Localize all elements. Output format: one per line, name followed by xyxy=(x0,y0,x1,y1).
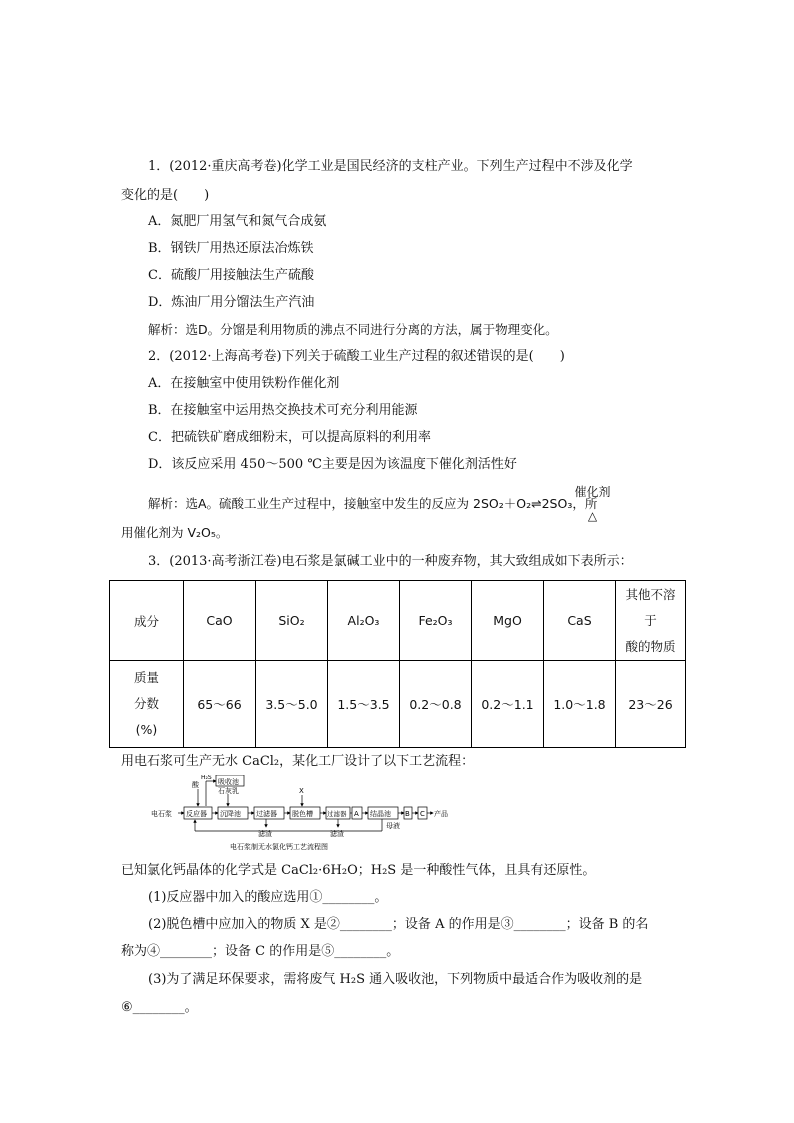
flow-lime: 石灰乳 xyxy=(218,787,239,795)
q1-stem-line1: 1．(2012·重庆高考卷)化学工业是国民经济的支柱产业。下列生产过程中不涉及化学 xyxy=(148,159,633,174)
flow-box-label: C xyxy=(420,810,425,818)
composition-table xyxy=(109,580,686,748)
flow-box-label: 过滤器 xyxy=(256,810,277,818)
flow-box-label: 脱色槽 xyxy=(292,810,313,818)
table-cell: 23～26 xyxy=(616,661,686,748)
table-header-cell: Fe₂O₃ xyxy=(400,581,472,661)
table-row-label: 质量 分数 (%) xyxy=(110,661,184,748)
q2-option-d: D．该反应采用 450～500 ℃主要是因为该温度下催化剂活性好 xyxy=(148,457,517,472)
flow-caption: 电石浆制无水氯化钙工艺流程图 xyxy=(230,843,328,851)
table-header-cell: CaO xyxy=(184,581,256,661)
q3-known-info: 已知氯化钙晶体的化学式是 CaCl₂·6H₂O；H₂S 是一种酸性气体，且具有还原性。 xyxy=(121,863,596,878)
catalyst-label: 催化剂 xyxy=(574,485,611,499)
table-cell: 1.0～1.8 xyxy=(544,661,616,748)
q3-sub2-line2: 称为④________；设备 C 的作用是⑤________。 xyxy=(121,944,400,959)
flow-box-label: 反应器 xyxy=(186,810,207,818)
flow-residue: 滤渣 xyxy=(258,830,272,838)
q1-stem-line2: 变化的是( ) xyxy=(121,188,210,203)
q1-analysis: 解析：选D。分馏是利用物质的沸点不同进行分离的方法，属于物理变化。 xyxy=(148,322,558,337)
flow-box-label: 沉降池 xyxy=(220,810,241,818)
q3-sub2-line1: (2)脱色槽中应加入的物质 X 是②________；设备 A 的作用是③________；设备 B 的名 xyxy=(148,917,649,932)
q3-flow-intro: 用电石浆可生产无水 CaCl₂，某化工厂设计了以下工艺流程： xyxy=(121,754,475,769)
process-flow-diagram xyxy=(150,775,460,853)
table-cell: 65～66 xyxy=(184,661,256,748)
table-header-cell: CaS xyxy=(544,581,616,661)
flow-h2s: H₂S xyxy=(201,775,212,781)
flow-residue: 滤渣 xyxy=(330,830,344,838)
table-header-cell: SiO₂ xyxy=(256,581,328,661)
table-header-cell-other: 其他不溶 于 酸的物质 xyxy=(616,581,686,661)
q3-sub3-line1: (3)为了满足环保要求，需将废气 H₂S 通入吸收池，下列物质中最适合作为吸收剂的是 xyxy=(148,972,643,987)
table-header-cell: 成分 xyxy=(110,581,184,661)
flow-absorber: 吸收池 xyxy=(218,778,239,786)
flow-box-label: A xyxy=(354,810,359,818)
q1-option-d: D．炼油厂用分馏法生产汽油 xyxy=(148,295,315,310)
flow-x: X xyxy=(299,787,304,795)
flow-acid: 酸 xyxy=(192,781,199,789)
q1-option-b: B．钢铁厂用热还原法冶炼铁 xyxy=(148,241,314,256)
flow-input: 电石浆 xyxy=(151,810,172,818)
flow-box-label: B xyxy=(405,810,410,818)
q2-analysis-line2: 用催化剂为 V₂O₅。 xyxy=(121,525,229,540)
table-cell: 3.5～5.0 xyxy=(256,661,328,748)
q2-option-b: B．在接触室中运用热交换技术可充分利用能源 xyxy=(148,403,418,418)
table-cell: 1.5～3.5 xyxy=(328,661,400,748)
flow-box-label: 结晶池 xyxy=(370,810,391,818)
q2-stem: 2．(2012·上海高考卷)下列关于硫酸工业生产过程的叙述错误的是( ) xyxy=(148,349,565,364)
heat-symbol: △ xyxy=(587,509,598,523)
q3-sub1: (1)反应器中加入的酸应选用①________。 xyxy=(148,890,388,905)
flow-mother-liquor: 母液 xyxy=(386,822,400,830)
q2-analysis-line1: 解析：选A。硫酸工业生产过程中，接触室中发生的反应为 2SO₂＋O₂⇌2SO₃，所 xyxy=(148,496,598,511)
table-cell: 0.2～0.8 xyxy=(400,661,472,748)
table-header-cell: MgO xyxy=(472,581,544,661)
q1-option-c: C．硫酸厂用接触法生产硫酸 xyxy=(148,268,314,283)
flow-output: 产品 xyxy=(434,810,448,818)
q2-option-c: C．把硫铁矿磨成细粉末，可以提高原料的利用率 xyxy=(148,430,431,445)
q3-stem: 3．(2013·高考浙江卷)电石浆是氯碱工业中的一种废弃物，其大致组成如下表所示： xyxy=(148,554,633,569)
table-cell: 0.2～1.1 xyxy=(472,661,544,748)
table-header-cell: Al₂O₃ xyxy=(328,581,400,661)
q2-option-a: A．在接触室中使用铁粉作催化剂 xyxy=(148,376,340,391)
q1-option-a: A．氮肥厂用氢气和氮气合成氨 xyxy=(148,214,327,229)
q3-sub3-line2: ⑥________。 xyxy=(121,1000,198,1015)
flow-box-label: 过滤器 xyxy=(327,810,347,818)
